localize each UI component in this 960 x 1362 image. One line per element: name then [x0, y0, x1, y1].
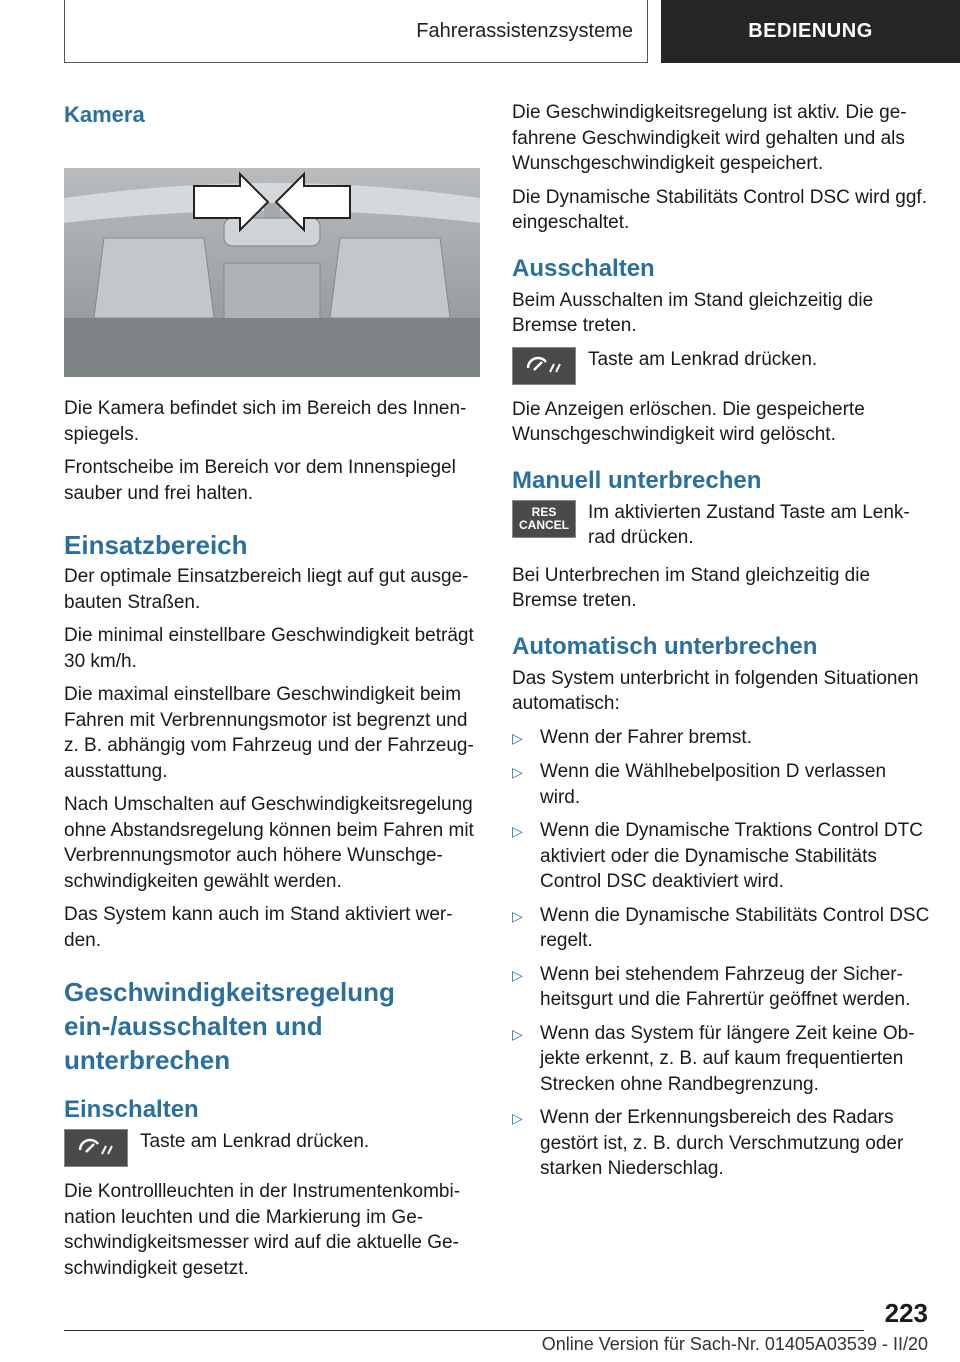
header-section	[64, 0, 648, 63]
right-column	[512, 100, 930, 1190]
automatisch-heading: Automatisch unterbrechen	[512, 632, 818, 660]
einsatz-text-1: Der optimale Einsatzbereich liegt auf gut ausge-bauten Straßen.	[64, 566, 469, 613]
list-item	[512, 725, 930, 752]
header-chapter	[661, 0, 960, 63]
list-item	[512, 1105, 930, 1182]
einsatz-text-5: Das System kann auch im Stand aktiviert wer-den.	[64, 904, 453, 951]
kamera-text-1: Die Kamera befindet sich im Bereich des Innen-spiegels.	[64, 398, 467, 445]
automatisch-text-1: Das System unterbricht in folgenden Situationen automatisch:	[512, 667, 919, 714]
einschalten-heading: Einschalten	[64, 1096, 199, 1123]
list-item-text: Wenn die Wählhebelposition D verlassen wird.	[540, 761, 887, 808]
cancel-label: CANCEL	[519, 517, 569, 532]
list-item-text: Wenn der Erkennungsbereich des Radars gestört ist, z. B. durch Verschmutzung oder starken Niederschlag.	[540, 1107, 904, 1179]
einschalten-text-1: Die Kontrollleuchten in der Instrumentenkombi-nation leuchten und die Markierung im Ge-schwindigkeitsmesser wird auf die aktuelle Ge-schwindigkeit gesetzt.	[64, 1181, 461, 1279]
header-chapter-label: BEDIENUNG	[748, 20, 873, 42]
einsatz-text-3: Die maximal einstellbare Geschwindigkeit beim Fahren mit Verbrennungsmotor ist begrenzt und z. B. abhängig vom Fahrzeug und der Fahrzeug-ausstattung.	[64, 684, 474, 782]
res-label: RES	[531, 504, 557, 519]
triangle-bullet-icon: ▷	[512, 764, 523, 780]
triangle-bullet-icon: ▷	[512, 729, 523, 746]
ausschalten-button-text: Taste am Lenkrad drücken.	[588, 348, 818, 370]
list-item	[512, 903, 930, 954]
camera-illustration	[64, 168, 480, 377]
kamera-heading: Kamera	[64, 102, 145, 127]
triangle-bullet-icon: ▷	[512, 823, 523, 839]
right-text-1: Die Geschwindigkeitsregelung ist aktiv. Die ge-fahrene Geschwindigkeit wird gehalten und als Wunschgeschwindigkeit gespeichert.	[512, 102, 907, 174]
list-item	[512, 962, 930, 1013]
ausschalten-button-row	[512, 347, 930, 385]
einsatzbereich-heading: Einsatzbereich	[64, 530, 248, 560]
triangle-bullet-icon: ▷	[512, 966, 523, 983]
footer-divider	[64, 1330, 864, 1331]
list-item	[512, 759, 930, 810]
kamera-text-2: Frontscheibe im Bereich vor dem Innenspiegel sauber und frei halten.	[64, 457, 456, 504]
einschalten-button-row	[64, 1129, 482, 1167]
manuell-heading: Manuell unterbrechen	[512, 466, 762, 494]
einsatz-text-4: Nach Umschalten auf Geschwindigkeitsregelung ohne Abstandsregelung können beim Fahren mit Verbrennungsmotor auch höhere Wunschge-schwindigkeiten gewählt werden.	[64, 794, 474, 892]
manuell-button-row	[512, 500, 930, 551]
triangle-bullet-icon: ▷	[512, 1025, 523, 1042]
ausschalten-heading: Ausschalten	[512, 254, 655, 282]
res-cancel-icon	[512, 500, 576, 538]
header-section-label: Fahrerassistenzsysteme	[416, 19, 633, 42]
right-text-2: Die Dynamische Stabilitäts Control DSC wird ggf. eingeschaltet.	[512, 186, 927, 233]
manuell-button-text: Im aktivierten Zustand Taste am Lenk-rad drücken.	[588, 501, 910, 548]
list-item-text: Wenn bei stehendem Fahrzeug der Sicher-heitsgurt und die Fahrertür geöffnet werden.	[540, 963, 911, 1010]
page-number: 223	[884, 1298, 928, 1328]
cruise-control-icon	[64, 1129, 128, 1167]
list-item	[512, 818, 930, 895]
manuell-text-1: Bei Unterbrechen im Stand gleichzeitig die Bremse treten.	[512, 564, 871, 611]
geschwindigkeitsregelung-heading: Geschwindigkeitsregelung ein-/ausschalten und unterbrechen	[64, 977, 395, 1075]
cruise-control-icon	[512, 347, 576, 385]
left-column	[64, 100, 482, 1289]
ausschalten-text-2: Die Anzeigen erlöschen. Die gespeicherte Wunschgeschwindigkeit wird gelöscht.	[512, 398, 865, 445]
list-item-text: Wenn das System für längere Zeit keine Ob-jekte erkennt, z. B. auf kaum frequentierten Strecken ohne Randbegrenzung.	[540, 1022, 915, 1095]
list-item-text: Wenn die Dynamische Traktions Control DTC aktiviert oder die Dynamische Stabilitäts Control DSC deaktiviert wird.	[540, 820, 923, 892]
list-item-text: Wenn der Fahrer bremst.	[540, 726, 752, 748]
triangle-bullet-icon: ▷	[512, 1110, 523, 1126]
einschalten-button-text: Taste am Lenkrad drücken.	[140, 1131, 370, 1152]
triangle-bullet-icon: ▷	[512, 907, 523, 924]
einsatz-text-2: Die minimal einstellbare Geschwindigkeit beträgt 30 km/h.	[64, 625, 474, 672]
ausschalten-text-1: Beim Ausschalten im Stand gleichzeitig die Bremse treten.	[512, 289, 874, 336]
list-item	[512, 1021, 930, 1098]
automatisch-list	[512, 725, 930, 1182]
footer-online-version: Online Version für Sach-Nr. 01405A03539 - II/20	[541, 1334, 928, 1354]
list-item-text: Wenn die Dynamische Stabilitäts Control DSC regelt.	[540, 904, 930, 951]
